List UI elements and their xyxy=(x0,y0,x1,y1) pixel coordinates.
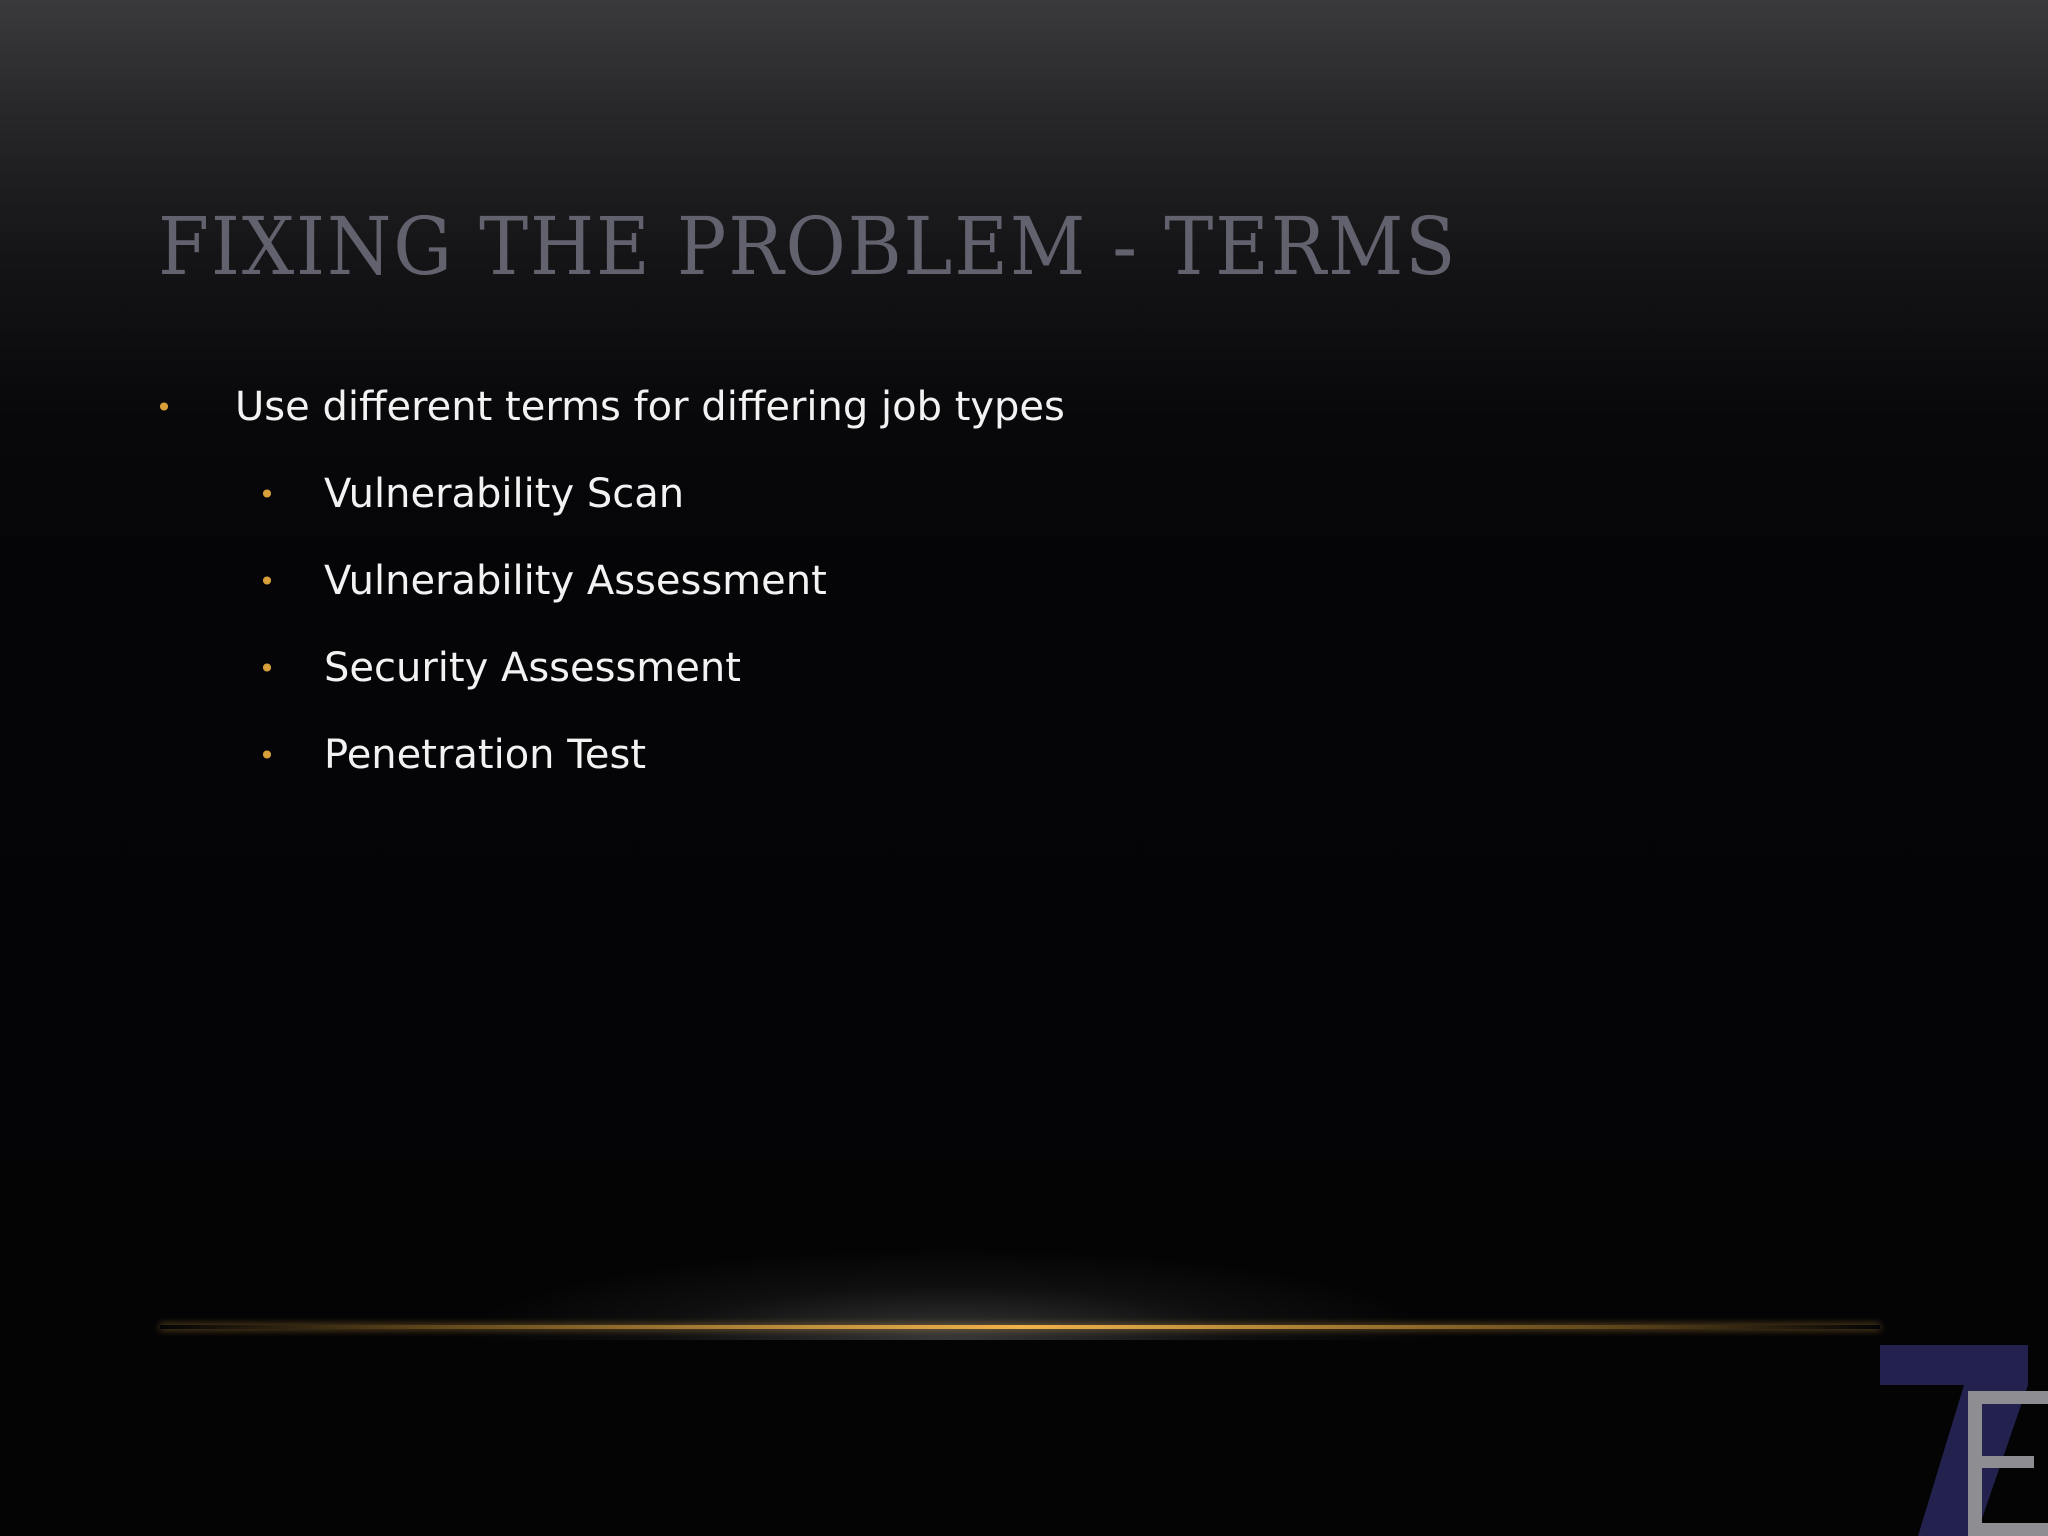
bullet-item xyxy=(155,364,1065,451)
sub-bullet-item xyxy=(158,712,1065,799)
bullet-dot-icon: • xyxy=(258,565,276,598)
bullet-list xyxy=(155,364,1065,799)
seven-e-logo xyxy=(1880,1345,2048,1536)
sub-bullet-text: Vulnerability Assessment xyxy=(324,558,827,604)
bullet-dot-icon: • xyxy=(258,478,276,511)
sub-bullet-text: Security Assessment xyxy=(324,645,741,691)
sub-bullet-item xyxy=(158,625,1065,712)
spotlight-glow xyxy=(300,1140,1600,1340)
bullet-dot-icon: • xyxy=(155,391,173,424)
bullet-text: Use different terms for differing job types xyxy=(235,384,1065,430)
sub-bullet-text: Vulnerability Scan xyxy=(324,471,685,517)
gold-horizon-line xyxy=(160,1325,1880,1329)
sub-bullet-text: Penetration Test xyxy=(324,732,647,778)
sub-bullet-item xyxy=(158,538,1065,625)
bullet-dot-icon: • xyxy=(258,739,276,772)
bullet-dot-icon: • xyxy=(258,652,276,685)
sub-bullet-item xyxy=(158,451,1065,538)
logo-seven-shape xyxy=(1880,1345,2028,1536)
slide-title: FIXING THE PROBLEM - TERMS xyxy=(158,200,1458,293)
